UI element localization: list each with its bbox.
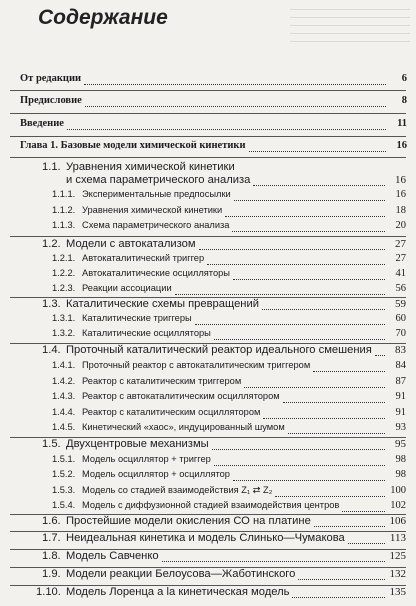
sub-label: Модель со стадией взаимодействия Z₁ ⇄ Z₂ — [82, 485, 273, 495]
toc-section-1-2 — [0, 238, 416, 253]
sub-label: Кинетический «хаос», индуцированный шумом — [82, 422, 285, 432]
chapter-page: 16 — [396, 140, 407, 151]
leader-dots — [262, 309, 385, 310]
leader-dots — [375, 355, 385, 356]
section-page: 113 — [389, 532, 406, 544]
leader-dots — [275, 496, 385, 497]
toc-sub-1-4-2 — [0, 376, 416, 391]
leader-dots — [234, 200, 385, 201]
sub-page: 98 — [395, 454, 406, 465]
leader-dots — [233, 480, 385, 481]
leader-dots — [249, 151, 387, 152]
section-label: Уравнения химической кинетики — [66, 161, 235, 173]
sub-label: Реактор с каталитическим триггером — [82, 376, 242, 386]
sub-page: 100 — [390, 485, 406, 496]
toc-section-1-5 — [0, 438, 416, 453]
toc-sub-1-4-4 — [0, 407, 416, 422]
toc-section-1-7 — [0, 532, 416, 547]
sub-page: 27 — [395, 253, 406, 264]
sub-page: 56 — [395, 283, 406, 294]
sub-label: Модель осциллятор + триггер — [82, 454, 211, 464]
toc-sub-1-1-1 — [0, 189, 416, 204]
leader-dots — [85, 106, 386, 107]
sub-page: 98 — [395, 469, 406, 480]
leader-dots — [298, 579, 385, 580]
toc-entry-front-0 — [0, 73, 416, 88]
toc-sub-1-1-2 — [0, 205, 416, 220]
section-number: 1.4. — [42, 344, 61, 356]
sub-number: 1.5.1. — [52, 454, 76, 464]
section-label: Модель Лоренца a la кинетическая модель — [66, 586, 290, 598]
section-page: 135 — [389, 586, 406, 598]
leader-dots — [348, 543, 385, 544]
toc-section-1-10 — [0, 586, 416, 601]
section-page: 95 — [395, 438, 406, 450]
toc-entry-label: Предисловие — [20, 95, 82, 106]
toc-entry-page: 11 — [397, 118, 407, 129]
sub-number: 1.3.1. — [52, 313, 76, 323]
sub-page: 87 — [395, 376, 406, 387]
leader-dots — [244, 387, 385, 388]
sub-label: Модель с диффузионной стадией взаимодействия центров — [82, 500, 340, 510]
bleed-through-text — [290, 2, 410, 38]
section-number: 1.3. — [42, 298, 61, 310]
sub-label: Схема параметрического анализа — [82, 220, 230, 230]
sub-label: Каталитические триггеры — [82, 313, 192, 323]
toc-sub-1-3-2 — [0, 328, 416, 343]
sub-number: 1.1.1. — [52, 189, 76, 199]
divider — [10, 90, 406, 91]
section-number: 1.1. — [42, 161, 61, 173]
leader-dots — [292, 597, 385, 598]
leader-dots — [195, 324, 385, 325]
sub-number: 1.4.5. — [52, 422, 76, 432]
sub-page: 70 — [395, 328, 406, 339]
sub-page: 18 — [395, 205, 406, 216]
leader-dots — [283, 402, 385, 403]
toc-sub-1-5-4 — [0, 500, 416, 515]
divider — [10, 136, 406, 137]
section-number: 1.6. — [42, 515, 61, 527]
toc-sub-1-2-3 — [0, 283, 416, 298]
divider — [10, 157, 406, 158]
section-page: 16 — [395, 174, 406, 186]
sub-label: Проточный реактор с автокаталитическим триггером — [82, 360, 311, 370]
sub-page: 60 — [395, 313, 406, 324]
page-title: Содержание — [38, 6, 168, 29]
section-page: 125 — [389, 550, 406, 562]
leader-dots — [253, 185, 385, 186]
toc-entry-page: 8 — [401, 95, 407, 106]
toc-sub-1-2-1 — [0, 253, 416, 268]
toc-sub-1-1-3 — [0, 220, 416, 235]
section-label: Каталитические схемы превращений — [66, 298, 259, 310]
toc-chapter-1 — [0, 140, 416, 155]
sub-page: 91 — [395, 407, 406, 418]
chapter-label: Глава 1. Базовые модели химической кинетики — [20, 140, 246, 151]
sub-label: Автокаталитический триггер — [82, 253, 205, 263]
leader-dots — [207, 264, 385, 265]
sub-number: 1.4.1. — [52, 360, 76, 370]
section-1-1-line1 — [42, 161, 235, 173]
toc-sub-1-2-2 — [0, 268, 416, 283]
sub-page: 102 — [390, 500, 406, 511]
toc-entry-front-2 — [0, 118, 416, 133]
leader-dots — [214, 339, 385, 340]
sub-label: Реакции ассоциации — [82, 283, 172, 293]
leader-dots — [162, 561, 385, 562]
toc-section-1-9 — [0, 568, 416, 583]
sub-number: 1.1.2. — [52, 205, 76, 215]
leader-dots — [84, 84, 386, 85]
section-number: 1.7. — [42, 532, 61, 544]
sub-number: 1.4.3. — [52, 391, 76, 401]
sub-label: Реактор с каталитическим осциллятором — [82, 407, 261, 417]
sub-page: 20 — [395, 220, 406, 231]
sub-number: 1.5.2. — [52, 469, 76, 479]
toc-section-1-4 — [0, 344, 416, 359]
toc-sub-1-5-1 — [0, 454, 416, 469]
sub-number: 1.2.1. — [52, 253, 76, 263]
leader-dots — [232, 231, 385, 232]
sub-number: 1.4.2. — [52, 376, 76, 386]
section-number: 1.5. — [42, 438, 61, 450]
section-label: Модели с автокатализом — [66, 238, 196, 250]
sub-label: Каталитические осцилляторы — [82, 328, 211, 338]
sub-label: Автокаталитические осцилляторы — [82, 268, 230, 278]
leader-dots — [214, 465, 385, 466]
toc-section-1-6 — [0, 515, 416, 530]
leader-dots — [199, 249, 385, 250]
section-number: 1.8. — [42, 550, 61, 562]
sub-number: 1.2.3. — [52, 283, 76, 293]
toc-entry-label: От редакции — [20, 73, 82, 84]
sub-label: Реактор с автокаталитическим осциллятором — [82, 391, 280, 401]
section-label-cont: и схема параметрического анализа — [66, 174, 251, 186]
sub-number: 1.1.3. — [52, 220, 76, 230]
toc-sub-1-5-2 — [0, 469, 416, 484]
sub-number: 1.5.3. — [52, 485, 76, 495]
divider — [10, 113, 406, 114]
section-page: 132 — [389, 568, 406, 580]
section-label: Модель Савченко — [66, 550, 159, 562]
sub-label: Экспериментальные предпосылки — [82, 189, 231, 199]
toc-entry-front-1 — [0, 95, 416, 110]
sub-page: 41 — [395, 268, 406, 279]
sub-number: 1.2.2. — [52, 268, 76, 278]
leader-dots — [288, 433, 385, 434]
leader-dots — [233, 279, 385, 280]
sub-page: 16 — [395, 189, 406, 200]
section-page: 83 — [395, 344, 406, 356]
toc-sub-1-4-5 — [0, 422, 416, 437]
toc-entry-page: 6 — [401, 73, 407, 84]
sub-number: 1.5.4. — [52, 500, 76, 510]
toc-entry-label: Введение — [20, 118, 64, 129]
toc-section-1-8 — [0, 550, 416, 565]
section-label: Модели реакции Белоусова—Жаботинского — [66, 568, 296, 580]
sub-page: 93 — [395, 422, 406, 433]
toc-sub-1-4-3 — [0, 391, 416, 406]
toc-section-1-1 — [0, 174, 416, 189]
leader-dots — [313, 371, 385, 372]
section-label: Неидеальная кинетика и модель Слинько—Чумакова — [66, 532, 345, 544]
section-page: 27 — [395, 238, 406, 250]
section-number: 1.9. — [42, 568, 61, 580]
section-label: Простейшие модели окисления СО на платине — [66, 515, 311, 527]
toc-section-1-3 — [0, 298, 416, 313]
sub-number: 1.3.2. — [52, 328, 76, 338]
sub-page: 84 — [395, 360, 406, 371]
section-number: 1.10. — [36, 586, 61, 598]
sub-number: 1.4.4. — [52, 407, 76, 417]
section-number: 1.2. — [42, 238, 61, 250]
toc-sub-1-4-1 — [0, 360, 416, 375]
toc-sub-1-5-3 — [0, 485, 416, 500]
sub-page: 91 — [395, 391, 406, 402]
leader-dots — [175, 294, 385, 295]
leader-dots — [212, 449, 385, 450]
section-page: 59 — [395, 298, 406, 310]
section-page: 106 — [389, 515, 406, 527]
toc-sub-1-3-1 — [0, 313, 416, 328]
section-label: Проточный каталитический реактор идеального смешения — [66, 344, 372, 356]
leader-dots — [342, 511, 385, 512]
sub-label: Модель осциллятор + осциллятор — [82, 469, 230, 479]
leader-dots — [225, 216, 385, 217]
leader-dots — [263, 418, 385, 419]
sub-label: Уравнения химической кинетики — [82, 205, 223, 215]
section-label: Двухцентровые механизмы — [66, 438, 209, 450]
leader-dots — [67, 129, 386, 130]
divider — [10, 236, 406, 237]
leader-dots — [314, 526, 385, 527]
